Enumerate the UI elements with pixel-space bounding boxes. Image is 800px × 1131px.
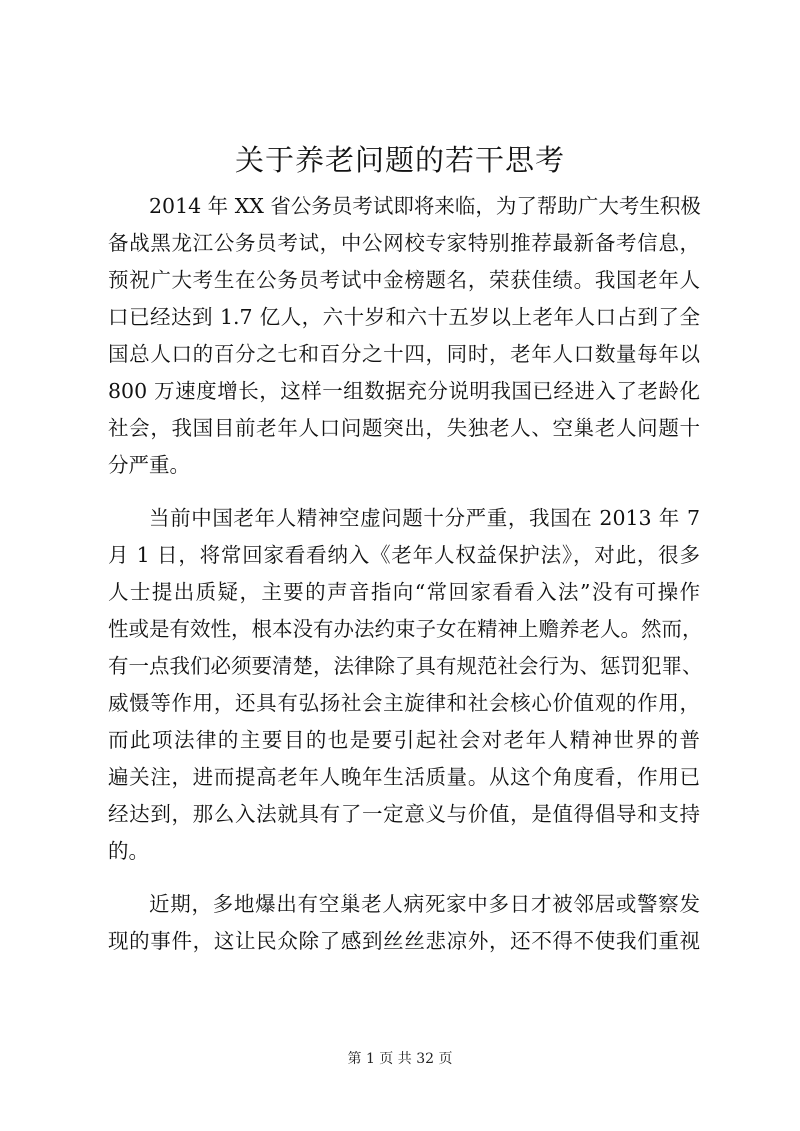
text-line: 经达到，那么入法就具有了一定意义与价值，是值得倡导和支持 [108,802,700,826]
text-line: 社会，我国目前老年人口问题突出，失独老人、空巢老人问题十 [108,416,700,440]
text-line: 2014 年 XX 省公务员考试即将来临，为了帮助广大考生积极 [149,194,701,218]
text-line: 备战黑龙江公务员考试，中公网校专家特别推荐最新备考信息， [108,231,700,255]
text-line: 口已经达到 1.7 亿人，六十岁和六十五岁以上老年人口占到了全 [108,305,700,329]
text-line: 有一点我们必须要清楚，法律除了具有规范社会行为、惩罚犯罪、 [108,654,703,678]
text-line: 近期，多地爆出有空巢老人病死家中多日才被邻居或警察发 [149,892,700,916]
text-line: 而此项法律的主要目的也是要引起社会对老年人精神世界的普 [108,728,700,752]
paragraph-1 [108,188,700,484]
text-line: 预祝广大考生在公务员考试中金榜题名，荣获佳绩。我国老年人 [108,268,700,292]
text-line: 800 万速度增长，这样一组数据充分说明我国已经进入了老龄化 [108,379,700,403]
text-line: 月 1 日，将常回家看看纳入《老年人权益保护法》，对此，很多 [108,543,700,567]
paragraph-3 [108,886,700,960]
paragraph-2 [108,500,703,870]
text-line: 威慑等作用，还具有弘扬社会主旋律和社会核心价值观的作用， [108,691,700,715]
document-title: 关于养老问题的若干思考 [234,143,565,177]
document-body [108,188,703,976]
text-line: 人士提出质疑，主要的声音指向“常回家看看入法”没有可操作 [108,580,700,604]
text-line: 的。 [108,839,149,863]
text-line: 分严重。 [108,453,190,477]
text-line: 性或是有效性，根本没有办法约束子女在精神上赡养老人。然而， [108,617,703,641]
text-line: 遍关注，进而提高老年人晚年生活质量。从这个角度看，作用已 [108,765,700,789]
text-line: 当前中国老年人精神空虚问题十分严重，我国在 2013 年 7 [149,506,700,530]
text-line: 现的事件，这让民众除了感到丝丝悲凉外，还不得不使我们重视 [108,929,700,953]
text-line: 国总人口的百分之七和百分之十四，同时，老年人口数量每年以 [108,342,700,366]
page-number-footer: 第 1 页 共 32 页 [347,1051,453,1067]
